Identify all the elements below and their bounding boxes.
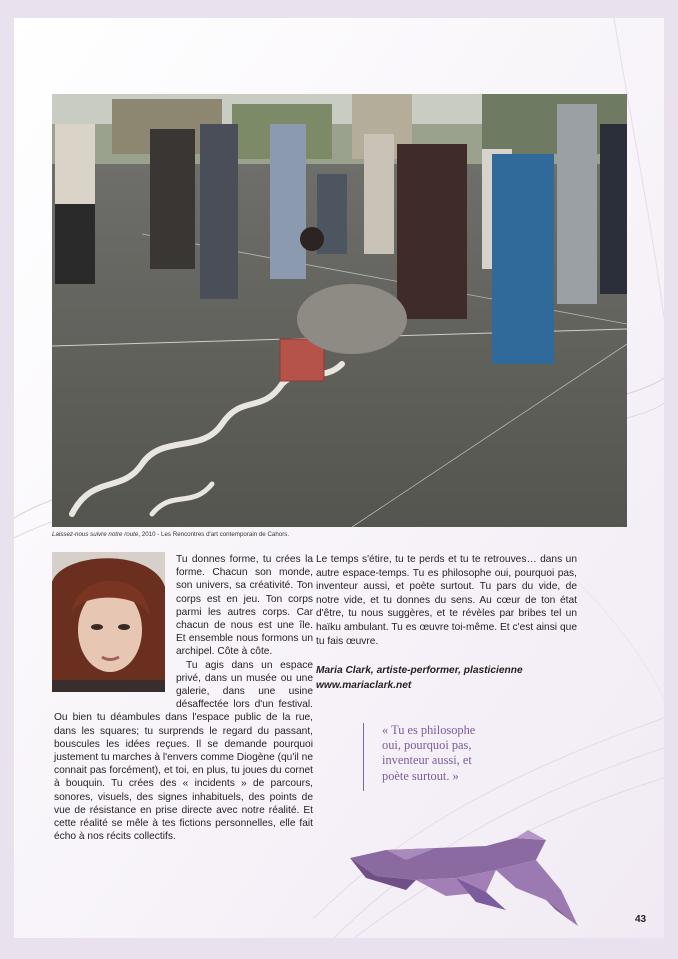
whale-illustration xyxy=(346,830,586,930)
caption-title: Laissez-nous suivre notre route xyxy=(52,531,139,538)
photo-caption xyxy=(52,531,627,538)
caption-rest: , 2010 - Les Rencontres d'art contemporain de Cahors. xyxy=(138,531,290,538)
article-column-left xyxy=(54,553,313,843)
article-paragraph: Tu agis dans un espace privé, dans un musée ou une galerie, dans une usine désaffectée lors d'un festival. Ou bien tu déambules dans l'espace public de la rue, dans les squares; tu surprends le regard du passant, bouscules les idées reçues. Il se demande pourquoi justement tu marches à l'envers comme Diogène (qu'il ne connait pas forcément), et toi, en plus, tu joues du cornet à bouquin. Tu crées des « incidents » de parcours, sonores, visuels, des signes inhabituels, des points de vue de résistance en prise directe avec notre réalité. Et cette réalité se mêle à tes fictions personnelles, elle fait écho à nos récits collectifs. xyxy=(54,659,313,843)
pull-quote-line: poète surtout. » xyxy=(382,768,459,783)
article-column-right xyxy=(316,553,577,648)
signature xyxy=(316,663,586,693)
article-paragraph: Le temps s'étire, tu te perds et tu te retrouves… dans un autre espace-temps. Tu es philosophe oui, pourquoi pas, inventeur aussi, et poète surtout. Tu pars du vide, de notre vide, et tu donnes du sens. Au cœur de ton état d'être, tu nous suggères, et te révèles par bribes tel un haïku ambulant. Tu es œuvre toi-même. Et c'est ainsi que tu fais œuvre. xyxy=(316,554,577,647)
page-number: 43 xyxy=(635,914,647,925)
article-paragraph: Tu donnes forme, tu crées la forme. Chacun son monde, son univers, sa créativité. Ton corps est en jeu. Ton corps parmi les autres corps. Car chacun de nous est une île. Et ensemble nous formons un archipel. Côte à côte. xyxy=(176,554,313,658)
pull-quote xyxy=(363,723,502,791)
pull-quote-line: oui, pourquoi pas, xyxy=(382,738,472,753)
pull-quote-line: inventeur aussi, et xyxy=(382,753,472,768)
performance-photo xyxy=(52,94,627,527)
author-website: www.mariaclark.net xyxy=(316,680,412,691)
author-credit: Maria Clark, artiste-performer, plasticienne xyxy=(316,665,523,676)
magazine-page xyxy=(14,18,664,938)
pull-quote-line: « Tu es philosophe xyxy=(382,723,476,737)
